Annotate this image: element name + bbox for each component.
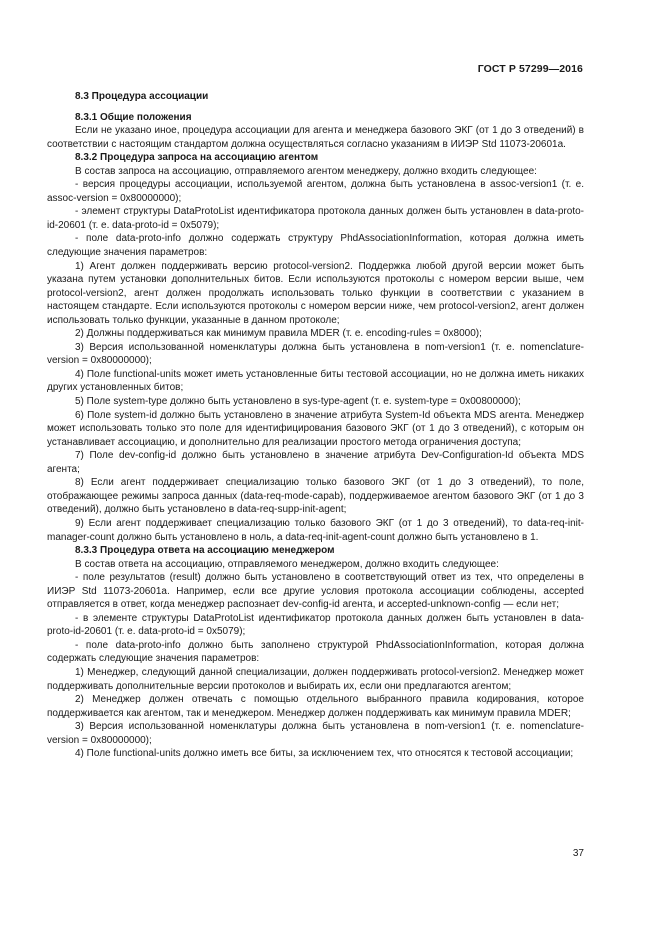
numbered-item: 2) Менеджер должен отвечать с помощью отдельного выбранного правила кодирования, которое поддерживается как агентом, так и менеджером. Менеджер должен поддерживать как минимум правила MDER; (47, 694, 584, 719)
numbered-item: 1) Агент должен поддерживать версию protocol-version2. Поддержка любой другой версии может быть указана путем установки дополнительных битов. Если используются протоколы с номером версии выше, чем protocol-version2, агент должен продолжать использовать только функции в соответствии с указанием в настоящем стандарте. Если используются протоколы с номером версии ниже, чем protocol-version2, агент должен использовать только функции, указанные в данном протоколе; (47, 260, 584, 326)
standard-header: ГОСТ Р 57299—2016 (477, 63, 583, 75)
numbered-item: 3) Версия использованной номенклатуры должна быть установлена в nom-version1 (т. е. nomenclature-version = 0x80000000); (47, 721, 584, 746)
numbered-item: 5) Поле system-type должно быть установлено в sys-type-agent (т. е. system-type = 0x00800000); (75, 396, 521, 408)
list-item: - поле data-proto-info должно содержать структуру PhdAssociationInformation, которая должна иметь следующие значения параметров: (47, 233, 584, 259)
numbered-item: 1) Менеджер, следующий данной специализации, должен поддерживать protocol-version2. Менеджер может поддерживать дополнительные версии протоколов и выбирать их, если они предлагаются агентом; (47, 666, 584, 692)
numbered-item: 8) Если агент поддерживает специализацию только базового ЭКГ (от 1 до 3 отведений), то поле, отображающее режимы запроса данных (data-req-mode-capab), поддерживаемое агентом базового ЭКГ (от 1 до 3 отведений), должно быть установлено в data-req-supp-init-agent; (47, 477, 584, 516)
numbered-item: 9) Если агент поддерживает специализацию только базового ЭКГ (от 1 до 3 отведений), то data-req-init-manager-count должно быть установлено в ноль, а data-req-init-agent-count должно быть установлено в 1. (47, 517, 584, 543)
list-item: - элемент структуры DataProtoList идентификатора протокола данных должен быть установлен в data-proto-id-20601 (т. е. data-proto-id = 0x5079); (47, 206, 584, 231)
page-number: 37 (572, 848, 584, 859)
list-item: - версия процедуры ассоциации, используемой агентом, должна быть установлена в assoc-version1 (т. е. assoc-version = 0x80000000); (47, 179, 584, 204)
subsection-heading: 8.3.3 Процедура ответа на ассоциацию менеджером (75, 545, 335, 557)
paragraph: В состав ответа на ассоциацию, отправляемого менеджером, должно входить следующее: (75, 558, 499, 570)
numbered-item: 3) Версия использованной номенклатуры должна быть установлена в nom-version1 (т. е. nomenclature-version = 0x80000000); (47, 341, 584, 367)
list-item: - поле data-proto-info должно быть заполнено структурой PhdAssociationInformation, которая должна содержать следующие значения параметров: (47, 639, 584, 665)
list-item: - поле результатов (result) должно быть установлено в соответствующий ответ из тех, что определены в ИИЭР Std 11073-20601a. Например, если все другие условия протокола ассоциации соблюдены, accepted отправляется в ответ, когда менеджер распознает dev-config-id агента, и accepted-unknown-config — если нет; (47, 572, 584, 611)
numbered-item: 4) Поле functional-units должно иметь все биты, за исключением тех, что относятся к тестовой ассоциации; (75, 748, 574, 760)
numbered-item: 4) Поле functional-units может иметь установленные биты тестовой ассоциации, но не должна иметь никаких других установленных битов; (47, 368, 584, 394)
numbered-item: 6) Поле system-id должно быть установлено в значение атрибута System-Id объекта MDS агента. Менеджер может использовать только это поле для идентифицирования базового ЭКГ (от 1 до 3 отведений), с которым он устанавливает ассоциацию, и дополнительно для реализации простого метода ограничения доступа; (47, 409, 584, 448)
numbered-item: 7) Поле dev-config-id должно быть установлено в значение атрибута Dev-Configuration-Id объекта MDS агента; (47, 450, 584, 475)
subsection-heading: 8.3.2 Процедура запроса на ассоциацию агентом (75, 152, 319, 164)
list-item: - в элементе структуры DataProtoList идентификатор протокола данных должен быть установлен в data-proto-id-20601 (т. е. data-proto-id = 0x5079); (47, 612, 584, 638)
paragraph: В состав запроса на ассоциацию, отправляемого агентом менеджеру, должно входить следующее: (75, 165, 537, 177)
numbered-item: 2) Должны поддерживаться как минимум правила MDER (т. е. encoding-rules = 0x8000); (75, 328, 482, 340)
section-heading: 8.3 Процедура ассоциации (75, 91, 209, 102)
paragraph: Если не указано иное, процедура ассоциации для агента и менеджера базового ЭКГ (от 1 до 3 отведений) в соответствии с настоящим стандартом должна осуществляться согласно указаниям в ИИЭР Std 11073-20601a. (47, 125, 584, 150)
subsection-heading: 8.3.1 Общие положения (75, 111, 192, 123)
document-body (47, 90, 584, 761)
